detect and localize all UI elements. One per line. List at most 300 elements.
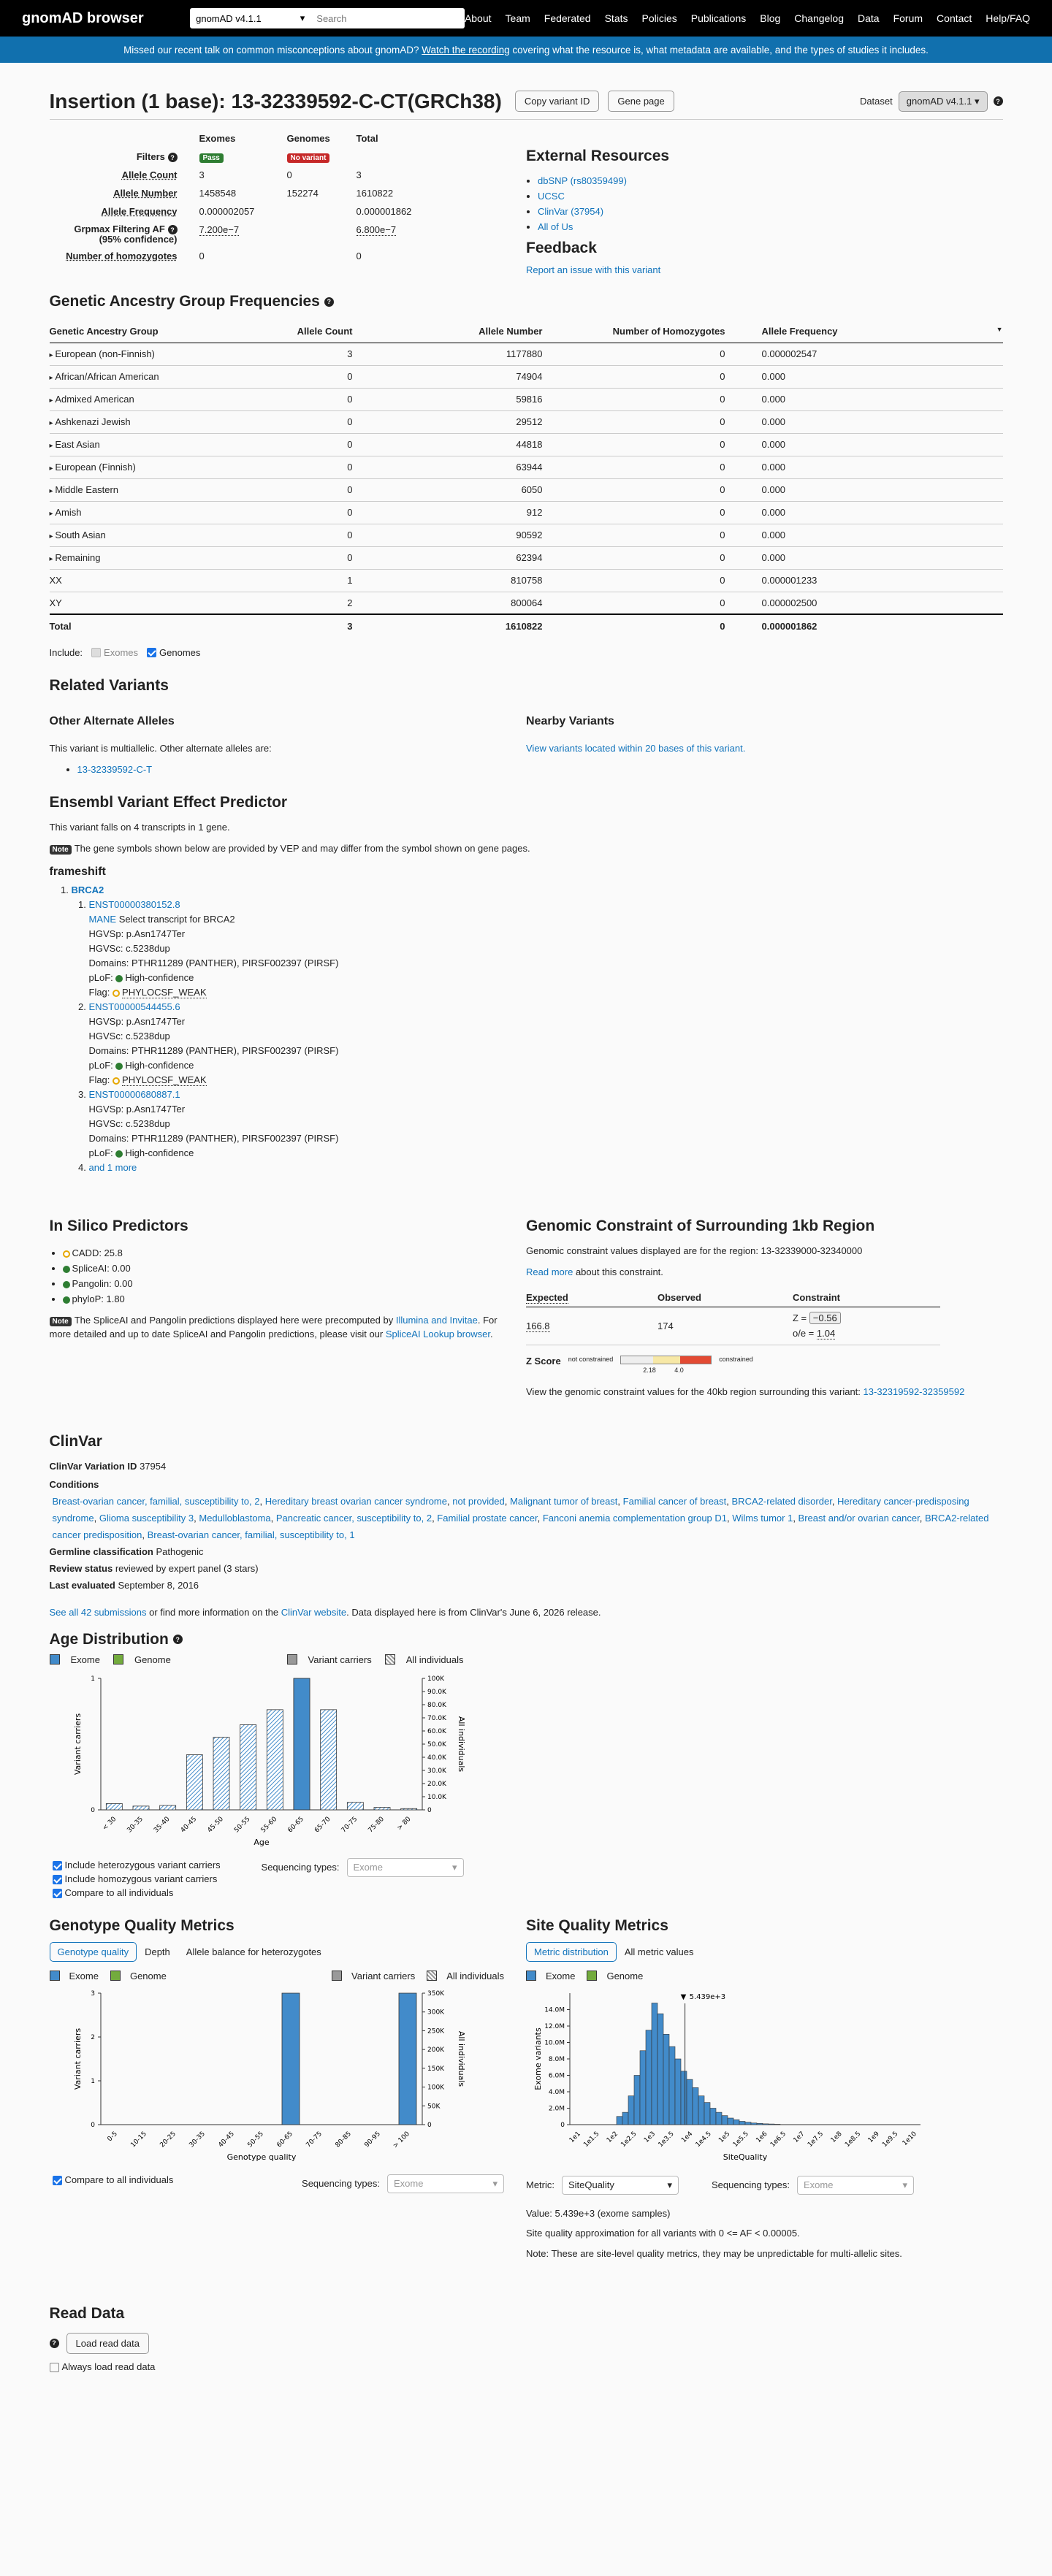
transcript-link[interactable]: ENST00000544455.6 <box>88 1001 180 1012</box>
vep-title: Ensembl Variant Effect Predictor <box>49 794 288 811</box>
condition-link[interactable]: BRCA2-related cancer predisposition <box>52 1512 989 1540</box>
seq-types-value: Exome <box>353 1862 383 1873</box>
histogram-bar <box>669 2046 675 2125</box>
cell-value: Middle Eastern <box>55 484 119 495</box>
hgvsc: HGVSc: c.5238dup <box>88 1031 170 1042</box>
cell-value: 2 <box>347 597 353 608</box>
cell-value: 0 <box>720 597 725 608</box>
homozygotes-total: 0 <box>356 251 362 261</box>
legend-carriers: Variant carriers <box>308 1654 372 1665</box>
x-axis-label: Age <box>253 1837 270 1847</box>
flag-value[interactable]: PHYLOCSF_WEAK <box>122 1074 207 1085</box>
cell-value: 0 <box>720 348 725 359</box>
banner-link[interactable]: Watch the recording <box>422 44 510 56</box>
domains: Domains: PTHR11289 (PANTHER), PIRSF002397 (PIRSF) <box>88 958 339 968</box>
x-tick-label: 90-95 <box>362 2130 382 2149</box>
expand-caret-icon[interactable]: ▸ <box>49 510 56 518</box>
histogram-bar <box>646 2030 652 2124</box>
ancestry-row[interactable] <box>50 501 1003 524</box>
dataset-dropdown-value: gnomAD v4.1.1 <box>906 95 972 107</box>
legend-carriers: Variant carriers <box>351 1970 416 1981</box>
condition-link[interactable]: Glioma susceptibility 3 <box>99 1512 194 1524</box>
group-name <box>50 524 269 546</box>
condition-link[interactable]: Hereditary breast ovarian cancer syndrome <box>264 1495 447 1507</box>
read-more-text: about this constraint. <box>575 1266 663 1277</box>
x-tick-label: > 80 <box>395 1815 413 1832</box>
nav-changelog[interactable]: Changelog <box>794 12 845 24</box>
header-homozygotes[interactable]: Number of Homozygotes <box>543 321 725 343</box>
separator: , <box>831 1495 838 1507</box>
cell-value: 0 <box>720 462 725 473</box>
grpmax-sublabel: (95% confidence) <box>99 234 178 245</box>
histogram-bar <box>728 2118 733 2125</box>
homozygotes-genome <box>287 249 357 267</box>
nav-blog[interactable]: Blog <box>760 12 781 24</box>
cell-value: 0 <box>347 394 353 405</box>
plof-status-icon <box>115 975 123 982</box>
x-tick-label: 75-80 <box>366 1815 386 1834</box>
ancestry-row[interactable] <box>50 343 1003 365</box>
gq-seq-types-select[interactable]: Exome ▾ <box>387 2174 504 2193</box>
cell-value: 62394 <box>516 552 543 563</box>
include-genomes-label: Genomes <box>159 647 201 658</box>
seq-types-value: Exome <box>803 2179 834 2190</box>
condition-link[interactable]: Familial cancer of breast <box>622 1495 727 1507</box>
always-load-checkbox[interactable] <box>50 2363 59 2372</box>
homozygotes <box>543 592 725 614</box>
ancestry-row[interactable] <box>50 365 1003 388</box>
cell-value: 0 <box>347 552 353 563</box>
histogram-bar <box>710 2108 716 2125</box>
always-load-row <box>50 2361 1003 2372</box>
condition-link[interactable]: Familial prostate cancer <box>437 1512 538 1524</box>
read-more-link[interactable]: Read more <box>526 1266 573 1277</box>
y-tick-label: 8.0M <box>548 2055 565 2063</box>
allele-number <box>353 478 543 501</box>
grpmax-genome <box>287 223 357 249</box>
allele-count <box>269 433 353 456</box>
ancestry-row[interactable] <box>50 546 1003 569</box>
external-links-list <box>526 175 1003 232</box>
exome-swatch <box>50 1971 60 1981</box>
ancestry-row[interactable] <box>50 456 1003 478</box>
help-icon[interactable]: ? <box>168 225 178 234</box>
condition-link[interactable]: Breast-ovarian cancer, familial, susceptibility to, 1 <box>147 1529 355 1540</box>
y-tick-label: 10.0M <box>544 2039 565 2046</box>
group-name <box>50 388 269 410</box>
nav-help[interactable]: Help/FAQ <box>986 12 1030 24</box>
tab-metric-distribution[interactable]: Metric distribution <box>526 1942 617 1962</box>
y2-tick-label: 100K <box>427 2084 444 2092</box>
allele-count-total: 3 <box>356 169 362 180</box>
constrained-label: constrained <box>719 1355 753 1363</box>
histogram-bar <box>628 2095 634 2124</box>
include-exomes-checkbox[interactable] <box>91 648 101 657</box>
all-individuals-bar <box>320 1709 336 1809</box>
ancestry-row[interactable] <box>50 433 1003 456</box>
allele-frequency <box>725 365 1003 388</box>
condition-link[interactable]: not provided <box>452 1495 505 1507</box>
include-hom-checkbox[interactable] <box>53 1875 62 1884</box>
cell-value: 0 <box>720 484 725 495</box>
homozygotes <box>543 524 725 546</box>
x-tick-label: 30-35 <box>125 1815 145 1834</box>
plof-value: High-confidence <box>125 1060 194 1071</box>
carriers-swatch <box>332 1971 342 1981</box>
allele-count-genome: 0 <box>286 169 292 180</box>
genome-swatch <box>113 1654 123 1665</box>
clinvar-id-row <box>50 1461 1003 1472</box>
condition-link[interactable]: Pancreatic cancer, susceptibility to, 2 <box>275 1512 432 1524</box>
insilico-title: In Silico Predictors <box>49 1218 188 1234</box>
help-icon[interactable]: ? <box>173 1635 183 1644</box>
expand-caret-icon[interactable]: ▸ <box>49 487 56 495</box>
age-seq-types <box>262 1858 464 1877</box>
histogram-bar <box>704 2102 710 2124</box>
cell-value: Admixed American <box>55 394 134 405</box>
cell-value: 0.000 <box>761 552 786 563</box>
allele-count <box>269 410 353 433</box>
allele-frequency <box>725 546 1003 569</box>
z-value: −0.56 <box>809 1312 841 1324</box>
cell-value: 0 <box>720 371 725 382</box>
expand-caret-icon[interactable]: ▸ <box>49 397 56 405</box>
cell-value: 0 <box>720 394 725 405</box>
x-tick-label: 10-15 <box>129 2130 148 2149</box>
separator: , <box>793 1512 798 1524</box>
condition-link[interactable]: Breast-ovarian cancer, familial, susceptibility to, 2 <box>52 1495 260 1507</box>
ancestry-row[interactable] <box>50 524 1003 546</box>
condition-link[interactable]: Malignant tumor of breast <box>510 1495 618 1507</box>
x-tick-label: 1e1.5 <box>582 2130 601 2149</box>
col-total: Total <box>356 133 378 144</box>
expand-caret-icon[interactable]: ▸ <box>49 351 56 359</box>
hgvsc: HGVSc: c.5238dup <box>88 1118 170 1129</box>
other-alleles-list <box>50 764 527 775</box>
transcript-link[interactable]: ENST00000380152.8 <box>88 899 180 910</box>
homozygotes <box>543 343 725 365</box>
grpmax-exome[interactable]: 7.200e−7 <box>199 224 240 235</box>
help-icon[interactable]: ? <box>324 297 334 307</box>
transcript-item <box>89 1000 1003 1088</box>
histogram-bar <box>698 2095 704 2124</box>
dbsnp-link[interactable]: dbSNP (rs80359499) <box>538 175 627 186</box>
clinvar-link[interactable]: ClinVar (37954) <box>538 206 604 217</box>
plof-label: pLoF: <box>88 1147 113 1158</box>
scale-neutral <box>621 1356 653 1364</box>
scale-moderate <box>653 1356 680 1364</box>
clinvar-footer-end: . Data displayed here is from ClinVar's June 6, 2026 release. <box>346 1606 601 1618</box>
group-name <box>50 433 269 456</box>
x-tick-label: 35-40 <box>152 1815 172 1834</box>
load-read-data-button[interactable]: Load read data <box>66 2333 149 2354</box>
condition-link[interactable]: Wilms tumor 1 <box>732 1512 793 1524</box>
allele-frequency-total: 0.000001862 <box>356 206 412 217</box>
gene-link[interactable]: BRCA2 <box>71 884 104 895</box>
grpmax-label-text: Grpmax Filtering AF <box>74 223 165 234</box>
header-allele-number[interactable]: Allele Number <box>353 321 543 343</box>
compare-all-label: Compare to all individuals <box>64 1887 174 1898</box>
allele-number <box>353 524 543 546</box>
tab-depth[interactable]: Depth <box>145 1946 170 1957</box>
spliceai-lookup-link[interactable]: SpliceAI Lookup browser <box>385 1329 490 1339</box>
carrier-bar <box>294 1678 310 1810</box>
ancestry-row[interactable] <box>50 388 1003 410</box>
histogram-bar <box>622 2112 628 2125</box>
expected-value: 166.8 <box>526 1320 550 1331</box>
nav-team[interactable]: Team <box>505 12 530 24</box>
metric-label: Metric: <box>526 2179 554 2190</box>
plof-label: pLoF: <box>88 972 113 983</box>
value-marker-arrow: ▼ <box>680 1992 687 2001</box>
mane-link[interactable]: MANE <box>88 914 117 925</box>
group-name <box>50 343 269 365</box>
dataset-dropdown[interactable]: gnomAD v4.1.1 ▾ <box>899 91 988 112</box>
flag-warning-icon <box>113 1077 120 1085</box>
allele-count <box>269 365 353 388</box>
transcript-item <box>89 1088 1003 1161</box>
flag-warning-icon <box>113 990 120 997</box>
gq-seq-types <box>302 2174 504 2193</box>
expand-caret-icon[interactable]: ▸ <box>49 374 56 382</box>
consequence-title: frameshift <box>49 865 106 878</box>
genome-filter-badge: No variant <box>287 153 330 163</box>
show-more-transcripts-link[interactable]: and 1 more <box>88 1162 137 1173</box>
gq-legend <box>50 1971 505 1981</box>
x-tick-label: 1e7.5 <box>807 2130 826 2149</box>
cell-value: 1610822 <box>505 620 543 632</box>
allele-number-label: Allele Number <box>113 188 178 199</box>
search-input[interactable] <box>310 8 465 28</box>
copy-variant-id-button[interactable]: Copy variant ID <box>515 91 600 112</box>
help-icon[interactable]: ? <box>168 153 178 162</box>
constraint-text: Genomic constraint values displayed are for the region: 13-32339000-32340000 <box>526 1245 863 1256</box>
expand-caret-icon[interactable]: ▸ <box>49 419 56 427</box>
header-allele-count[interactable]: Allele Count <box>269 321 353 343</box>
y2-tick-label: 20.0K <box>427 1780 446 1788</box>
phylop-status-icon <box>63 1296 70 1304</box>
note-tag: Note <box>50 845 72 855</box>
vep-note-text: The gene symbols shown below are provided by VEP and may differ from the symbol shown on gene pages. <box>74 843 530 854</box>
condition-link[interactable]: Hereditary cancer-predisposing syndrome <box>52 1495 969 1524</box>
brand-logo[interactable]: gnomAD browser <box>22 9 144 26</box>
expand-caret-icon[interactable]: ▸ <box>49 532 56 540</box>
histogram-bar <box>681 2071 687 2124</box>
cell-value: 3 <box>347 620 353 632</box>
ancestry-row <box>50 569 1003 592</box>
legend-all-individuals: All individuals <box>405 1654 464 1665</box>
tab-genotype-quality[interactable]: Genotype quality <box>50 1942 137 1962</box>
region-link[interactable]: 13-32319592-32359592 <box>863 1386 965 1397</box>
homozygotes <box>543 388 725 410</box>
all-individuals-bar <box>267 1709 283 1809</box>
allele-count <box>269 388 353 410</box>
constraint-footer-text: View the genomic constraint values for the 40kb region surrounding this variant: <box>526 1386 861 1397</box>
ucsc-link[interactable]: UCSC <box>538 191 565 202</box>
histogram-bar <box>640 2050 646 2124</box>
histogram-bar <box>751 2122 757 2124</box>
allele-count <box>269 592 353 614</box>
condition-link[interactable]: BRCA2-related disorder <box>731 1495 832 1507</box>
nav-stats[interactable]: Stats <box>604 12 628 24</box>
x-tick-label: 30-35 <box>187 2130 207 2149</box>
gene-page-button[interactable]: Gene page <box>608 91 674 112</box>
other-allele-link[interactable]: 13-32339592-C-T <box>77 764 153 775</box>
x-tick-label: < 30 <box>101 1815 118 1832</box>
pangolin-status-icon <box>63 1281 70 1288</box>
allele-frequency <box>725 388 1003 410</box>
nav-data[interactable]: Data <box>858 12 880 24</box>
cell-value: East Asian <box>55 439 100 450</box>
cadd-warning-icon <box>63 1250 70 1258</box>
scale-tick-2: 4.0 <box>674 1366 684 1374</box>
y-tick-label: 3 <box>90 1990 95 1998</box>
include-het-checkbox[interactable] <box>53 1861 62 1870</box>
histogram-bar <box>652 2003 658 2125</box>
sq-seq-types-select[interactable]: Exome ▾ <box>797 2176 914 2195</box>
cell-value: 0 <box>720 416 725 427</box>
all-individuals-bar <box>133 1805 149 1809</box>
y-tick-label: 4.0M <box>548 2088 565 2096</box>
cell-value: Ashkenazi Jewish <box>55 416 131 427</box>
grpmax-total[interactable]: 6.800e−7 <box>356 224 397 235</box>
flag-value[interactable]: PHYLOCSF_WEAK <box>122 987 207 998</box>
x-tick-label: 80-85 <box>333 2130 353 2149</box>
all-of-us-link[interactable]: All of Us <box>538 221 573 232</box>
cell-value: 0 <box>720 552 725 563</box>
allele-number <box>353 456 543 478</box>
ancestry-title-text: Genetic Ancestry Group Frequencies <box>49 293 320 310</box>
x-tick-label: 70-75 <box>304 2130 324 2149</box>
include-genomes-checkbox[interactable] <box>147 648 156 657</box>
y-axis-label: Exome variants <box>533 2027 543 2090</box>
histogram-bar <box>745 2122 751 2124</box>
transcript-link[interactable]: ENST00000680887.1 <box>88 1089 180 1100</box>
insilico-note-mid: . For more detailed and up to date SpliceAI and Pangolin predictions, please visit our <box>49 1315 498 1339</box>
header-allele-frequency-text: Allele Frequency <box>761 326 838 337</box>
seq-types-value: Exome <box>394 2178 424 2189</box>
seq-types-label: Sequencing types: <box>261 1862 340 1873</box>
ancestry-row[interactable] <box>50 410 1003 433</box>
condition-link[interactable]: Medulloblastoma <box>199 1512 271 1524</box>
x-tick-label: 1e2 <box>605 2130 620 2144</box>
expand-caret-icon[interactable]: ▸ <box>49 555 56 563</box>
grpmax-label <box>50 223 199 249</box>
y-tick-label: 2 <box>90 2033 95 2041</box>
cell-value: XX <box>49 575 62 586</box>
help-icon[interactable]: ? <box>50 2339 59 2348</box>
x-tick-label: 20-25 <box>158 2130 178 2149</box>
germline-row <box>50 1546 1003 1557</box>
ancestry-row[interactable] <box>50 478 1003 501</box>
dataset-select[interactable] <box>190 8 310 28</box>
nav-contact[interactable]: Contact <box>937 12 972 24</box>
metric-select[interactable]: SiteQuality ▾ <box>562 2176 679 2195</box>
review-value: reviewed by expert panel (3 stars) <box>115 1562 259 1574</box>
allele-frequency <box>725 569 1003 592</box>
hgvsp: HGVSp: p.Asn1747Ter <box>88 1016 186 1027</box>
condition-link[interactable]: Fanconi anemia complementation group D1 <box>542 1512 728 1524</box>
histogram-bar <box>757 2123 763 2125</box>
dataset-selector <box>860 91 1003 112</box>
nav-forum[interactable]: Forum <box>893 12 923 24</box>
see-all-submissions-link[interactable]: See all 42 submissions <box>49 1606 147 1618</box>
nav-policies[interactable]: Policies <box>641 12 677 24</box>
x-tick-label: 50-55 <box>245 2130 265 2149</box>
cell-value: Remaining <box>55 552 101 563</box>
page-title <box>50 90 502 113</box>
germline-label: Germline classification <box>49 1545 153 1557</box>
expand-caret-icon[interactable]: ▸ <box>49 442 56 450</box>
help-icon[interactable]: ? <box>994 96 1003 106</box>
allele-number <box>353 569 543 592</box>
legend-all-individuals: All individuals <box>446 1970 504 1981</box>
plof-status-icon <box>115 1150 123 1158</box>
group-name <box>50 614 269 637</box>
report-issue-link[interactable]: Report an issue with this variant <box>526 264 661 275</box>
ancestry-title <box>50 293 1003 310</box>
banner-text: Missed our recent talk on common misconceptions about gnomAD? <box>123 44 419 56</box>
gq-compare-checkbox[interactable] <box>53 2176 62 2185</box>
nav-about[interactable]: About <box>464 12 492 24</box>
header-observed: Observed <box>658 1292 701 1304</box>
announcement-banner <box>0 37 1052 63</box>
conditions-list <box>50 1493 1003 1543</box>
cell-value: 90592 <box>516 530 543 540</box>
nearby-variants-link[interactable]: View variants located within 20 bases of this variant. <box>526 743 746 754</box>
allele-frequency-genome <box>287 205 357 223</box>
header-ancestry-group[interactable]: Genetic Ancestry Group <box>50 321 269 343</box>
tab-all-metric-values[interactable]: All metric values <box>624 1946 694 1957</box>
cell-value: 912 <box>526 507 543 518</box>
constraint-title: Genomic Constraint of Surrounding 1kb Region <box>526 1218 875 1234</box>
cell-value: European (non-Finnish) <box>55 348 155 359</box>
header-allele-frequency[interactable] <box>725 321 1003 343</box>
allele-frequency <box>725 456 1003 478</box>
expand-caret-icon[interactable]: ▸ <box>49 465 56 473</box>
compare-all-checkbox[interactable] <box>53 1889 62 1898</box>
germline-value: Pathogenic <box>156 1545 204 1557</box>
legend-exome: Exome <box>70 1654 100 1665</box>
cell-value: 0 <box>347 371 353 382</box>
nav-federated[interactable]: Federated <box>544 12 591 24</box>
y-tick-label: 1 <box>90 1675 95 1683</box>
cell-value: 0.000001233 <box>761 575 817 586</box>
exome-swatch <box>50 1654 60 1665</box>
flag-label: Flag: <box>88 987 110 998</box>
clinvar-website-link[interactable]: ClinVar website <box>281 1606 347 1618</box>
value-marker-label: 5.439e+3 <box>689 1992 726 2001</box>
illumina-link[interactable]: Illumina and Invitae <box>395 1315 478 1326</box>
carriers-swatch <box>287 1654 297 1665</box>
histogram-bar <box>687 2079 693 2125</box>
allele-count <box>269 501 353 524</box>
genotype-quality-title: Genotype Quality Metrics <box>49 1916 235 1934</box>
col-genomes: Genomes <box>286 133 330 144</box>
separator: , <box>446 1495 453 1507</box>
condition-link[interactable]: Breast and/or ovarian cancer <box>798 1512 920 1524</box>
seq-types-select[interactable]: Exome ▾ <box>347 1858 464 1877</box>
tab-allele-balance[interactable]: Allele balance for heterozygotes <box>186 1946 321 1957</box>
oe-label: o/e = <box>793 1328 815 1339</box>
cell-value: 0 <box>347 507 353 518</box>
x-tick-label: 1e9.5 <box>881 2130 900 2149</box>
homozygotes <box>543 501 725 524</box>
metric-value: SiteQuality <box>568 2179 614 2190</box>
nav-publications[interactable]: Publications <box>690 12 747 24</box>
histogram-bar <box>733 2120 739 2125</box>
carrier-bar <box>282 1993 300 2125</box>
